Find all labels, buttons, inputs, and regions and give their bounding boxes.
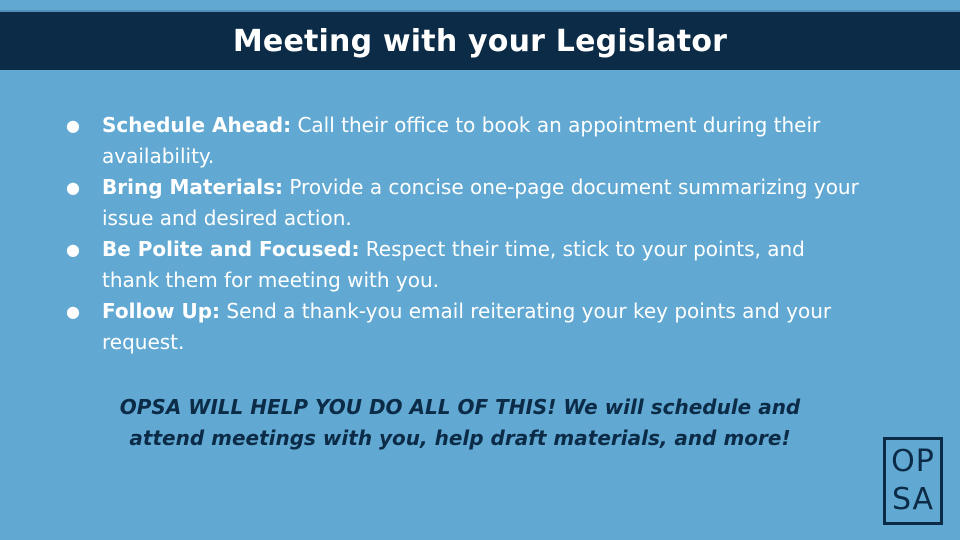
bullet-icon: ● <box>66 302 80 321</box>
bullet-icon: ● <box>66 116 80 135</box>
callout-line-2: attend meetings with you, help draft materials, and more! <box>129 426 791 450</box>
opsa-logo <box>883 437 943 525</box>
opsa-callout <box>60 392 860 454</box>
bullet-text: Call their office to book an appointment during their availability. <box>102 113 821 168</box>
slide-title: Meeting with your Legislator <box>232 23 728 59</box>
logo-line-2: SA <box>891 482 935 517</box>
bullet-item-bring-materials <box>66 172 866 234</box>
bullet-heading: Schedule Ahead: <box>102 113 292 137</box>
bullet-heading: Be Polite and Focused: <box>102 237 360 261</box>
top-strip <box>0 0 960 10</box>
bullet-item-schedule-ahead <box>66 110 866 172</box>
logo-line-1: OP <box>891 444 935 479</box>
callout-line-1: OPSA WILL HELP YOU DO ALL OF THIS! We will schedule and <box>119 395 801 419</box>
bullet-text: Send a thank-you email reiterating your key points and your request. <box>102 299 832 354</box>
title-bar <box>0 10 960 70</box>
bullet-heading: Bring Materials: <box>102 175 283 199</box>
bullet-item-be-polite <box>66 234 866 296</box>
bullet-icon: ● <box>66 178 80 197</box>
bullet-text: Provide a concise one-page document summarizing your issue and desired action. <box>102 175 859 230</box>
bullet-icon: ● <box>66 240 80 259</box>
bullet-item-follow-up <box>66 296 866 358</box>
bullet-list <box>66 110 866 358</box>
bullet-heading: Follow Up: <box>102 299 221 323</box>
bullet-text: Respect their time, stick to your points, and thank them for meeting with you. <box>102 237 805 292</box>
